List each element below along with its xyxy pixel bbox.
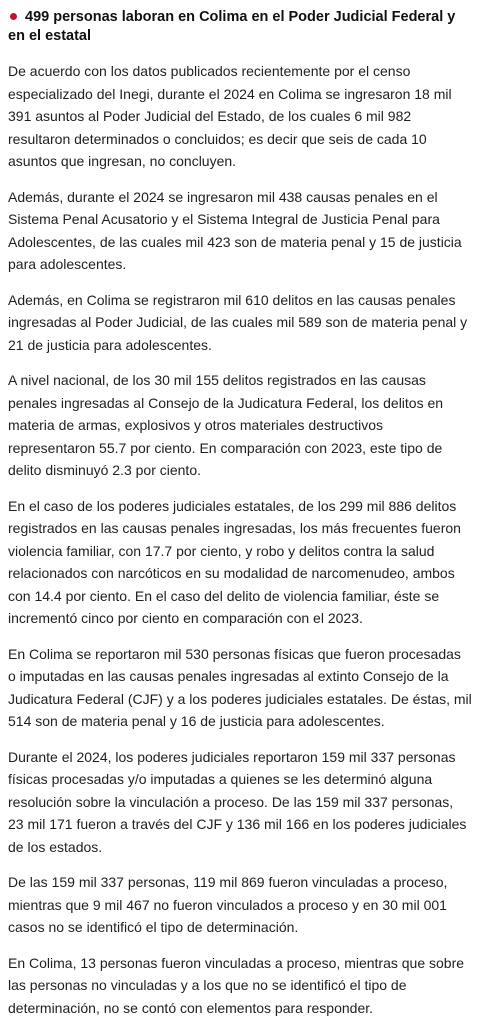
paragraph-9: En Colima, 13 personas fueron vinculadas a proceso, mientras que sobre las personas no vinculadas y a los que no se identificó el tipo de determinación, no se contó con elementos para responder.: [8, 954, 465, 1016]
paragraph-8: De las 159 mil 337 personas, 119 mil 869 fueron vinculadas a proceso, mientras que 9 mil 467 no fueron vinculados a proceso y en 30 mil 001 casos no se identificó el tipo de determinación.: [8, 874, 448, 935]
paragraph-5: En el caso de los poderes judiciales estatales, de los 299 mil 886 delitos registrados en las causas penales ingresadas, los más frecuentes fueron violencia familiar, con 17.7 por ciento, y robo y delitos contra la salud relacionados con narcóticos en su modalidad de narcomenudeo, ambos con 14.4 por ciento. En el caso del delito de violencia familiar, éste se incrementó cinco por ciento en comparación con el 2023.: [8, 497, 461, 626]
paragraph-1: De acuerdo con los datos publicados recientemente por el censo especializado del Inegi, durante el 2024 en Colima se ingresaron 18 mil 391 asuntos al Poder Judicial del Estado, de los cuales 6 mil 982 resultaron determinados o concluidos; es decir que seis de cada 10 asuntos que ingresan, no concluyen.: [8, 63, 452, 169]
red-bullet-icon: [10, 13, 17, 20]
paragraph-7: Durante el 2024, los poderes judiciales reportaron 159 mil 337 personas físicas procesadas y/o imputadas a quienes se les determinó alguna resolución sobre la vinculación a proceso. De las 159 mil 337 personas, 23 mil 171 fueron a través del CJF y 136 mil 166 en los poderes judiciales de los estados.: [8, 748, 467, 855]
paragraph-4: A nivel nacional, de los 30 mil 155 delitos registrados en las causas penales ingresadas al Consejo de la Judicatura Federal, los delitos en materia de armas, explosivos y otros materiales destructivos representaron 55.7 por ciento. En comparación con 2023, este tipo de delito disminuyó 2.3 por ciento.: [8, 372, 444, 478]
headline-text: 499 personas laboran en Colima en el Poder Judicial Federal y en el estatal: [8, 9, 456, 44]
article-headline: [8, 8, 472, 46]
paragraph-3: Además, en Colima se registraron mil 610 delitos en las causas penales ingresadas al Poder Judicial, de las cuales mil 589 son de materia penal y 21 de justicia para adolescentes.: [8, 291, 468, 353]
paragraph-6: En Colima se reportaron mil 530 personas físicas que fueron procesadas o imputadas en las causas penales ingresadas al extinto Consejo de la Judicatura Federal (CJF) y a los poderes judiciales estatales. De éstas, mil 514 son de materia penal y 16 de justicia para adolescentes.: [8, 645, 472, 729]
paragraph-2: Además, durante el 2024 se ingresaron mil 438 causas penales en el Sistema Penal Acusatorio y el Sistema Integral de Justicia Penal para Adolescentes, de las cuales mil 423 son de materia penal y 15 de justicia para adolescentes.: [8, 188, 462, 272]
